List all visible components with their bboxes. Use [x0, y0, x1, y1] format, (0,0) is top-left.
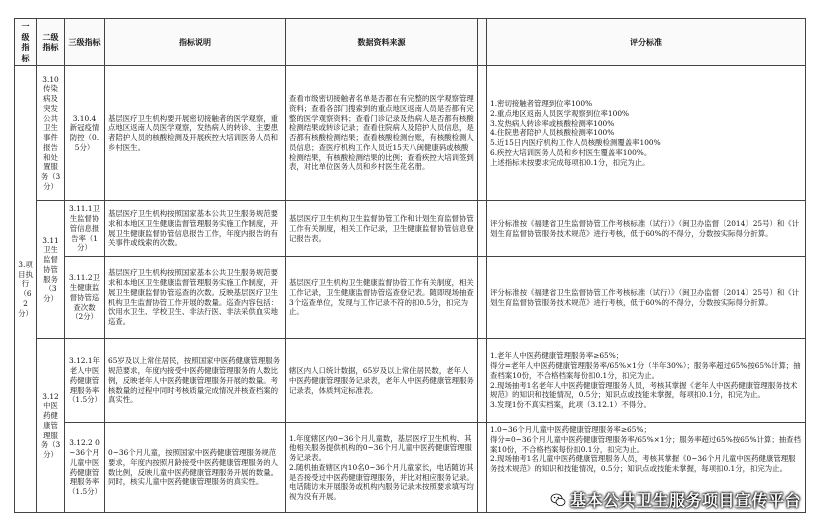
- level2-indicator: 3.10传染病及突发公共卫生事件报告和处置服务（3分）: [37, 66, 65, 201]
- data-source: 基层医疗卫生机构卫生健康监督协管工作有关制度，相关工作记录，卫生健康监督协管巡查登记表。随即现场抽查3个巡查单位，发现与工作记录不符的扣0.5分，扣完为止。: [286, 257, 478, 339]
- scoring-standard: 评分标准按《福建省卫生监督协管工作考核标准（试行）》（闽卫办监督〔2014〕25号）和《计划生育监督协管服务技术规范》进行考核，低于60%的不得分，分数按实际得分折算。: [487, 201, 806, 257]
- indicator-description: 基层医疗卫生机构按照国家基本公共卫生服务规范要求和本地区卫生健康监督管理服务实施工作制度，开展卫生健康监督协管信息报告工作，年度内报告的有关事件或线索的次数。: [105, 201, 286, 257]
- level3-indicator: 3.12.1年老人中医药健康管理服务率（1.5分）: [65, 339, 105, 423]
- indicator-description: 65岁及以上常住居民，按照国家中医药健康管理服务规范要求，年度内接受中医药健康管理服务的人数比例，反映老年人中医药健康管理服务开展的数量。考核数量的过程中同时考核质量完成情况并核查档案的真实性。: [105, 339, 286, 423]
- level3-indicator: 3.11.1卫生监督协管信息报告率（1分）: [65, 201, 105, 257]
- header-data-source: 数据资料来源: [286, 19, 478, 66]
- header-level1: 一级指标: [15, 19, 37, 66]
- indicator-description: 0~36个月儿童，按照国家中医药健康管理服务规范要求，年度内按照月龄接受中医药健康管理服务的人数比例，反映儿童中医药健康管理服务开展的数量。同时，核实儿童中医药健康管理服务的真实性。: [105, 423, 286, 513]
- scoring-standard: 评分标准按《福建省卫生监督协管工作考核标准（试行）》（闽卫办监督〔2014〕25号）和《计划生育监督协管服务技术规范》进行考核，低于60%的不得分，分数按实际得分折算。: [487, 257, 806, 339]
- table-row: [15, 339, 806, 423]
- data-source: 查看市级密切接触者名单是否都在有完整的医学观察管理资料；查看各部门搜索到的重点地区返南人员是否都有完整的医学观察资料；查看门诊记录及热病人是否都有核酸检测结果或转诊记录；查看住院病人及陪护人员信息，是否都有核酸检测结果；查看核酸检测台账，有核酸检测人员信息；查医疗机构工作人员近15天八闽健康码或核酸检测结果，有核酸检测结果的比例；查看疾控大培训签到表，对比单位医务人员和乡村医生花名册。: [286, 66, 478, 201]
- data-source: 1.年度辖区内0~36个月儿童数，基层医疗卫生机构、其他相关服务提供机构的0~36个月儿童中医药健康管理服务记录表。 2.随机抽查辖区内10名0~36个月儿童家长，电话随访其是否接受过中医药健康管理服务，并比对相应服务记录。电话随访未开展服务或机构内服务记录未按照要求填写均视为没有开展。: [286, 423, 478, 513]
- data-source: 辖区内人口统计数据，65岁及以上常住居民数，老年人中医药健康管理服务记录表，老年人中医药健康管理服务记录表，体质判定标准表。: [286, 339, 478, 423]
- table-row: [15, 66, 806, 201]
- scoring-standard: 1.密切接触者管理到位率100% 2.重点地区返南人员医学观察到位率100% 3.发热病人转诊率或核酸检测率100% 4.住院患者陪护人员核酸检测率100% 5.近15日内医疗机构工作人员核酸检测覆盖率100% 6.疾控大培训医务人员和乡村医生覆盖率100%。 上述指标未按要求完成每项扣0.1分，扣完为止。: [487, 66, 806, 201]
- level2-indicator: 3.12中医药健康管理服务（3分）: [37, 339, 65, 513]
- watermark: [550, 488, 801, 511]
- header-description: 指标说明: [105, 19, 286, 66]
- level1-indicator: 3.项目执行（62分）: [15, 66, 37, 513]
- level3-indicator: 3.11.2卫生健康监督协管巡查次数（2分）: [65, 257, 105, 339]
- level3-indicator: 3.10.4 新冠疫情防控（0.5分）: [65, 66, 105, 201]
- watermark-text: 基本公共卫生服务项目宣传平台: [569, 491, 801, 510]
- indicator-description: 基层医疗卫生机构按照国家基本公共卫生服务规范要求和本地区卫生健康监督管理服务实施工作制度，开展卫生健康监督协管巡查的次数。反映基层医疗卫生机构卫生监督协管工作开展的数量。巡查内容包括：饮用水卫生、学校卫生、非法行医、非法采供血实地巡查。: [105, 257, 286, 339]
- header-level3: 三级指标: [65, 19, 105, 66]
- wechat-icon: [550, 492, 566, 508]
- indicator-description: 基层医疗卫生机构要开展密切接触者的医学观察，重点地区返南人员医学观察，发热病人的转诊、主要患者陪护人员的核酸检测及开展疾控大培训医务人员和乡村医生。: [105, 66, 286, 201]
- scoring-standard: 1.0~36个月儿童中医药健康管理服务率≥65%； 得分=0~36个月儿童中医药健康管理服务率/65%×1分；服务率超过65%按65%计算；抽查档案10份，不合格档案每份扣0.1分，扣完为止。 2.现场抽考1名儿童中医药健康管理服务人员，考核其掌握《0~36个月儿童中医药健康管理服务技术规范》的知识和技能情况，0.5分；知识点或技能未掌握，每项扣0.1分，扣完为止。: [487, 423, 806, 513]
- data-source: 基层医疗卫生机构卫生监督协管工作和计划生育监督协管工作有关制度，相关工作记录，卫生健康监督协管信息登记报告表。: [286, 201, 478, 257]
- header-row: [15, 19, 806, 66]
- scoring-standard: 1.老年人中医药健康管理服务率≥65%； 得分=老年人中医药健康管理服务率/65%×1分（半年30%）；服务率超过65%按65%计算；抽查档案10份，不合格档案每份扣0.1分，扣完为止。 2.现场抽考1名老年人中医药健康管理服务人员，考核其掌握《老年人中医药健康管理服务技术规范》的知识和技能情况，0.5分；知识点或技能未掌握，每项扣0.1分，扣完为止。 3.发现1份不真实档案，此项（3.12.1）不得分。: [487, 339, 806, 423]
- table-row: [15, 201, 806, 257]
- evaluation-table: [14, 18, 806, 513]
- header-level2: 二级指标: [37, 19, 65, 66]
- column-gap: [478, 19, 487, 66]
- table-row: [15, 257, 806, 339]
- level3-indicator: 3.12.2 0~36个月儿童中医药健康管理服务率（1.5分）: [65, 423, 105, 513]
- header-scoring-standard: 评分标准: [487, 19, 806, 66]
- level2-indicator: 3.11卫生监督协管服务（3分）: [37, 201, 65, 339]
